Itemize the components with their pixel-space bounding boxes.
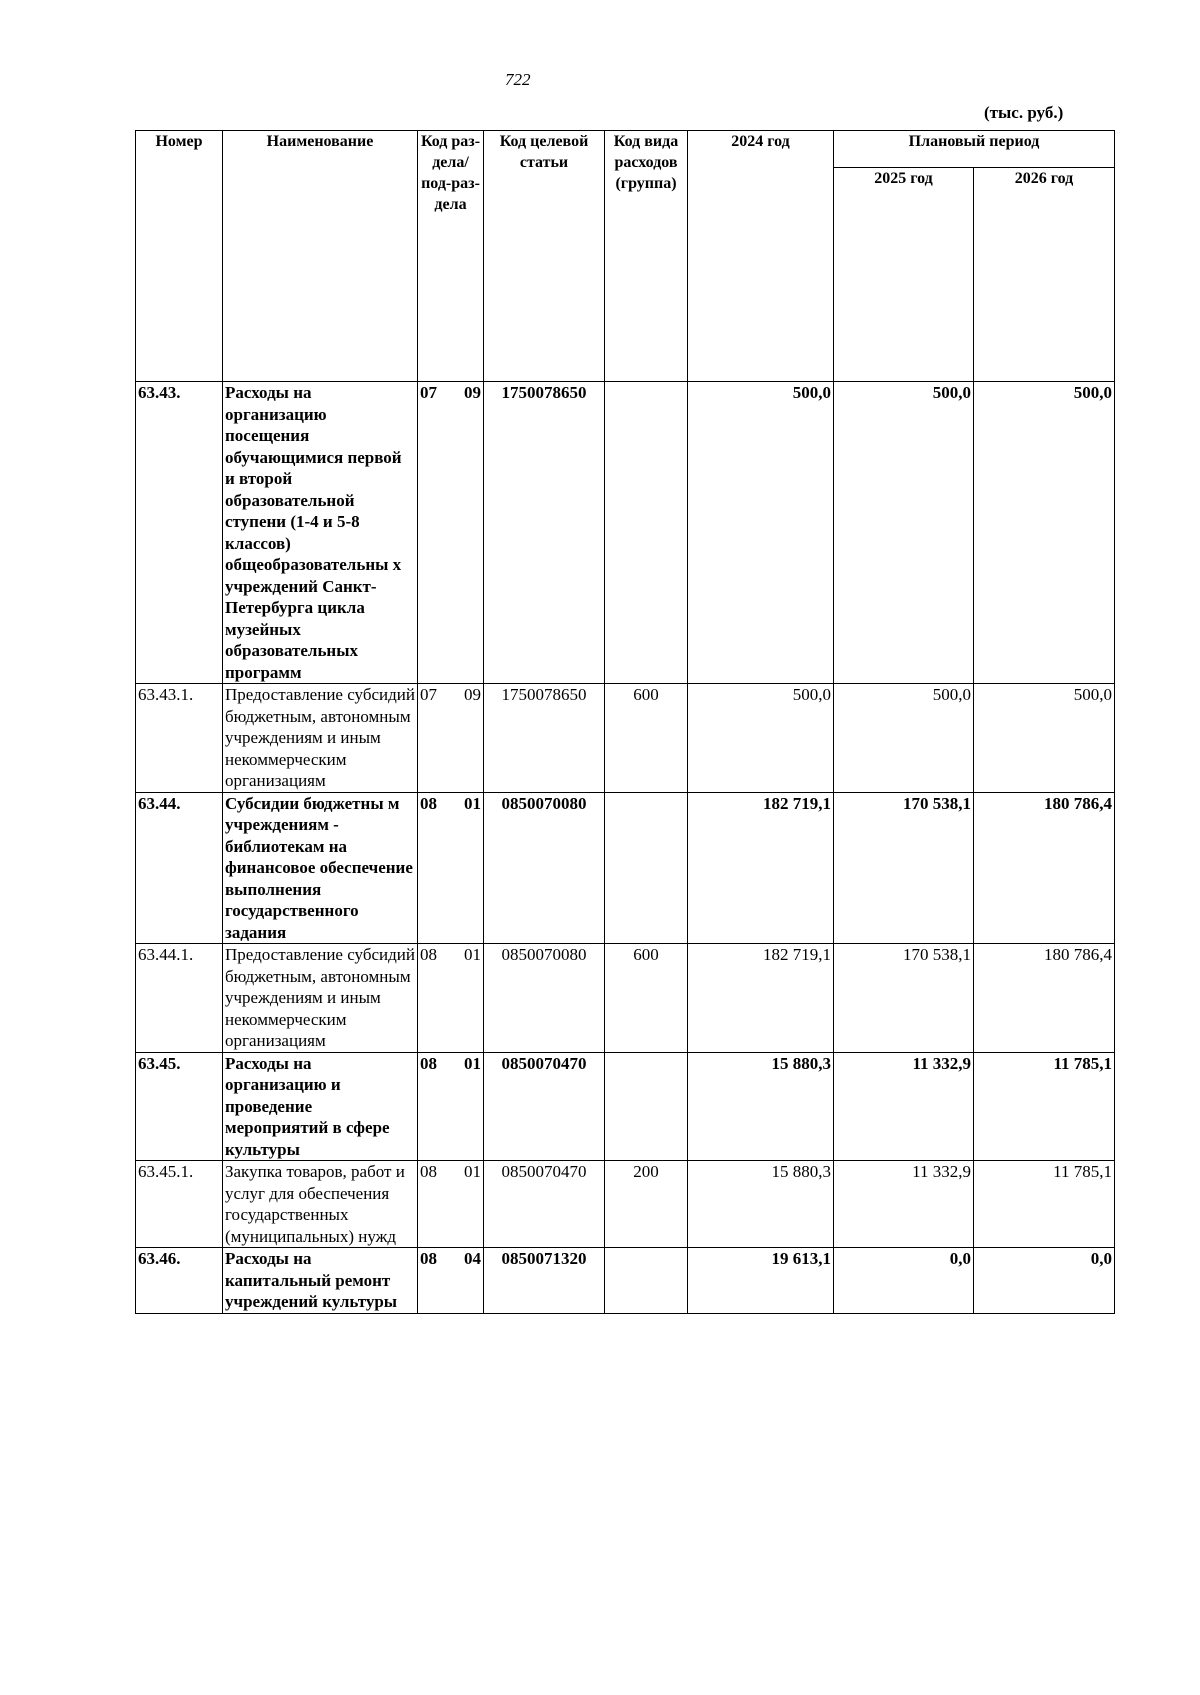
row-number: 63.45.1. [136,1161,223,1248]
row-name: Субсидии бюджетны м учреждениям - библиотекам на финансовое обеспечение выполнения государственного задания [223,792,418,944]
table-row [136,1052,1115,1161]
row-number: 63.45. [136,1052,223,1161]
row-subsection: 01 [464,793,481,813]
row-2025: 0,0 [834,1248,974,1314]
header-planned-period: Плановый период [834,131,1115,168]
row-2024: 500,0 [688,684,834,793]
row-subsection: 09 [464,383,481,402]
row-number: 63.43. [136,382,223,684]
row-section: 08 [420,793,437,813]
row-name: Предоставление субсидий бюджетным, автономным учреждениям и иным некоммерческим организациям [223,684,418,793]
row-section: 07 [420,383,437,402]
header-target-code: Код целевой статьи [484,131,605,382]
row-expense-group [605,382,688,684]
row-section-code [418,944,484,1053]
row-2025: 11 332,9 [834,1161,974,1248]
table-row [136,684,1115,793]
row-target-code: 0850071320 [484,1248,605,1314]
row-name: Расходы на организацию и проведение мероприятий в сфере культуры [223,1052,418,1161]
row-2025: 500,0 [834,684,974,793]
table-row [136,792,1115,944]
row-expense-group: 600 [605,684,688,793]
row-2026: 0,0 [974,1248,1115,1314]
row-section-code [418,1248,484,1314]
header-2025: 2025 год [834,168,974,382]
table-row [136,944,1115,1053]
row-expense-group: 600 [605,944,688,1053]
row-2024: 500,0 [688,382,834,684]
row-expense-group: 200 [605,1161,688,1248]
header-expense-group: Код вида расходов (группа) [605,131,688,382]
row-2024: 15 880,3 [688,1161,834,1248]
header-section-code: Код раз-дела/ под-раз-дела [418,131,484,382]
row-section-code [418,1161,484,1248]
row-name: Закупка товаров, работ и услуг для обеспечения государственных (муниципальных) нужд [223,1161,418,1248]
row-2025: 170 538,1 [834,944,974,1053]
row-2024: 19 613,1 [688,1248,834,1314]
row-2026: 500,0 [974,684,1115,793]
header-number: Номер [136,131,223,382]
row-subsection: 09 [464,685,481,704]
row-name: Расходы на капитальный ремонт учреждений культуры [223,1248,418,1314]
row-2025: 170 538,1 [834,792,974,944]
row-2026: 180 786,4 [974,792,1115,944]
table-row [136,1248,1115,1314]
row-2024: 182 719,1 [688,944,834,1053]
row-expense-group [605,1052,688,1161]
row-section: 07 [420,685,437,704]
row-2026: 11 785,1 [974,1161,1115,1248]
row-target-code: 0850070470 [484,1052,605,1161]
header-name: Наименование [223,131,418,382]
row-expense-group [605,792,688,944]
table-row [136,382,1115,684]
row-target-code: 0850070080 [484,944,605,1053]
row-section: 08 [420,1249,437,1268]
row-2026: 180 786,4 [974,944,1115,1053]
row-section-code [418,1052,484,1161]
row-subsection: 01 [464,1162,481,1181]
header-2024: 2024 год [688,131,834,382]
row-2026: 11 785,1 [974,1052,1115,1161]
units-label: (тыс. руб.) [984,103,1064,122]
row-target-code: 0850070470 [484,1161,605,1248]
row-subsection: 04 [464,1249,481,1268]
row-2024: 182 719,1 [688,792,834,944]
row-name: Предоставление субсидий бюджетным, автономным учреждениям и иным некоммерческим организациям [223,944,418,1053]
row-section: 08 [420,1053,437,1073]
row-target-code: 0850070080 [484,792,605,944]
row-section: 08 [420,1162,437,1181]
row-section-code [418,684,484,793]
row-number: 63.44. [136,792,223,944]
budget-table [135,130,1115,1314]
row-section-code [418,382,484,684]
row-name: Расходы на организацию посещения обучающимися первой и второй образовательной ступени (1-4 и 5-8 классов) общеобразовательны х учреждений Санкт-Петербурга цикла музейных образовательных программ [223,382,418,684]
row-number: 63.44.1. [136,944,223,1053]
row-2026: 500,0 [974,382,1115,684]
row-section: 08 [420,945,437,964]
row-number: 63.46. [136,1248,223,1314]
row-section-code [418,792,484,944]
row-subsection: 01 [464,1053,481,1073]
header-2026: 2026 год [974,168,1115,382]
page-number: 722 [505,70,531,89]
row-2025: 11 332,9 [834,1052,974,1161]
row-target-code: 1750078650 [484,382,605,684]
row-number: 63.43.1. [136,684,223,793]
row-subsection: 01 [464,945,481,964]
row-expense-group [605,1248,688,1314]
table-row [136,1161,1115,1248]
row-2024: 15 880,3 [688,1052,834,1161]
row-2025: 500,0 [834,382,974,684]
row-target-code: 1750078650 [484,684,605,793]
